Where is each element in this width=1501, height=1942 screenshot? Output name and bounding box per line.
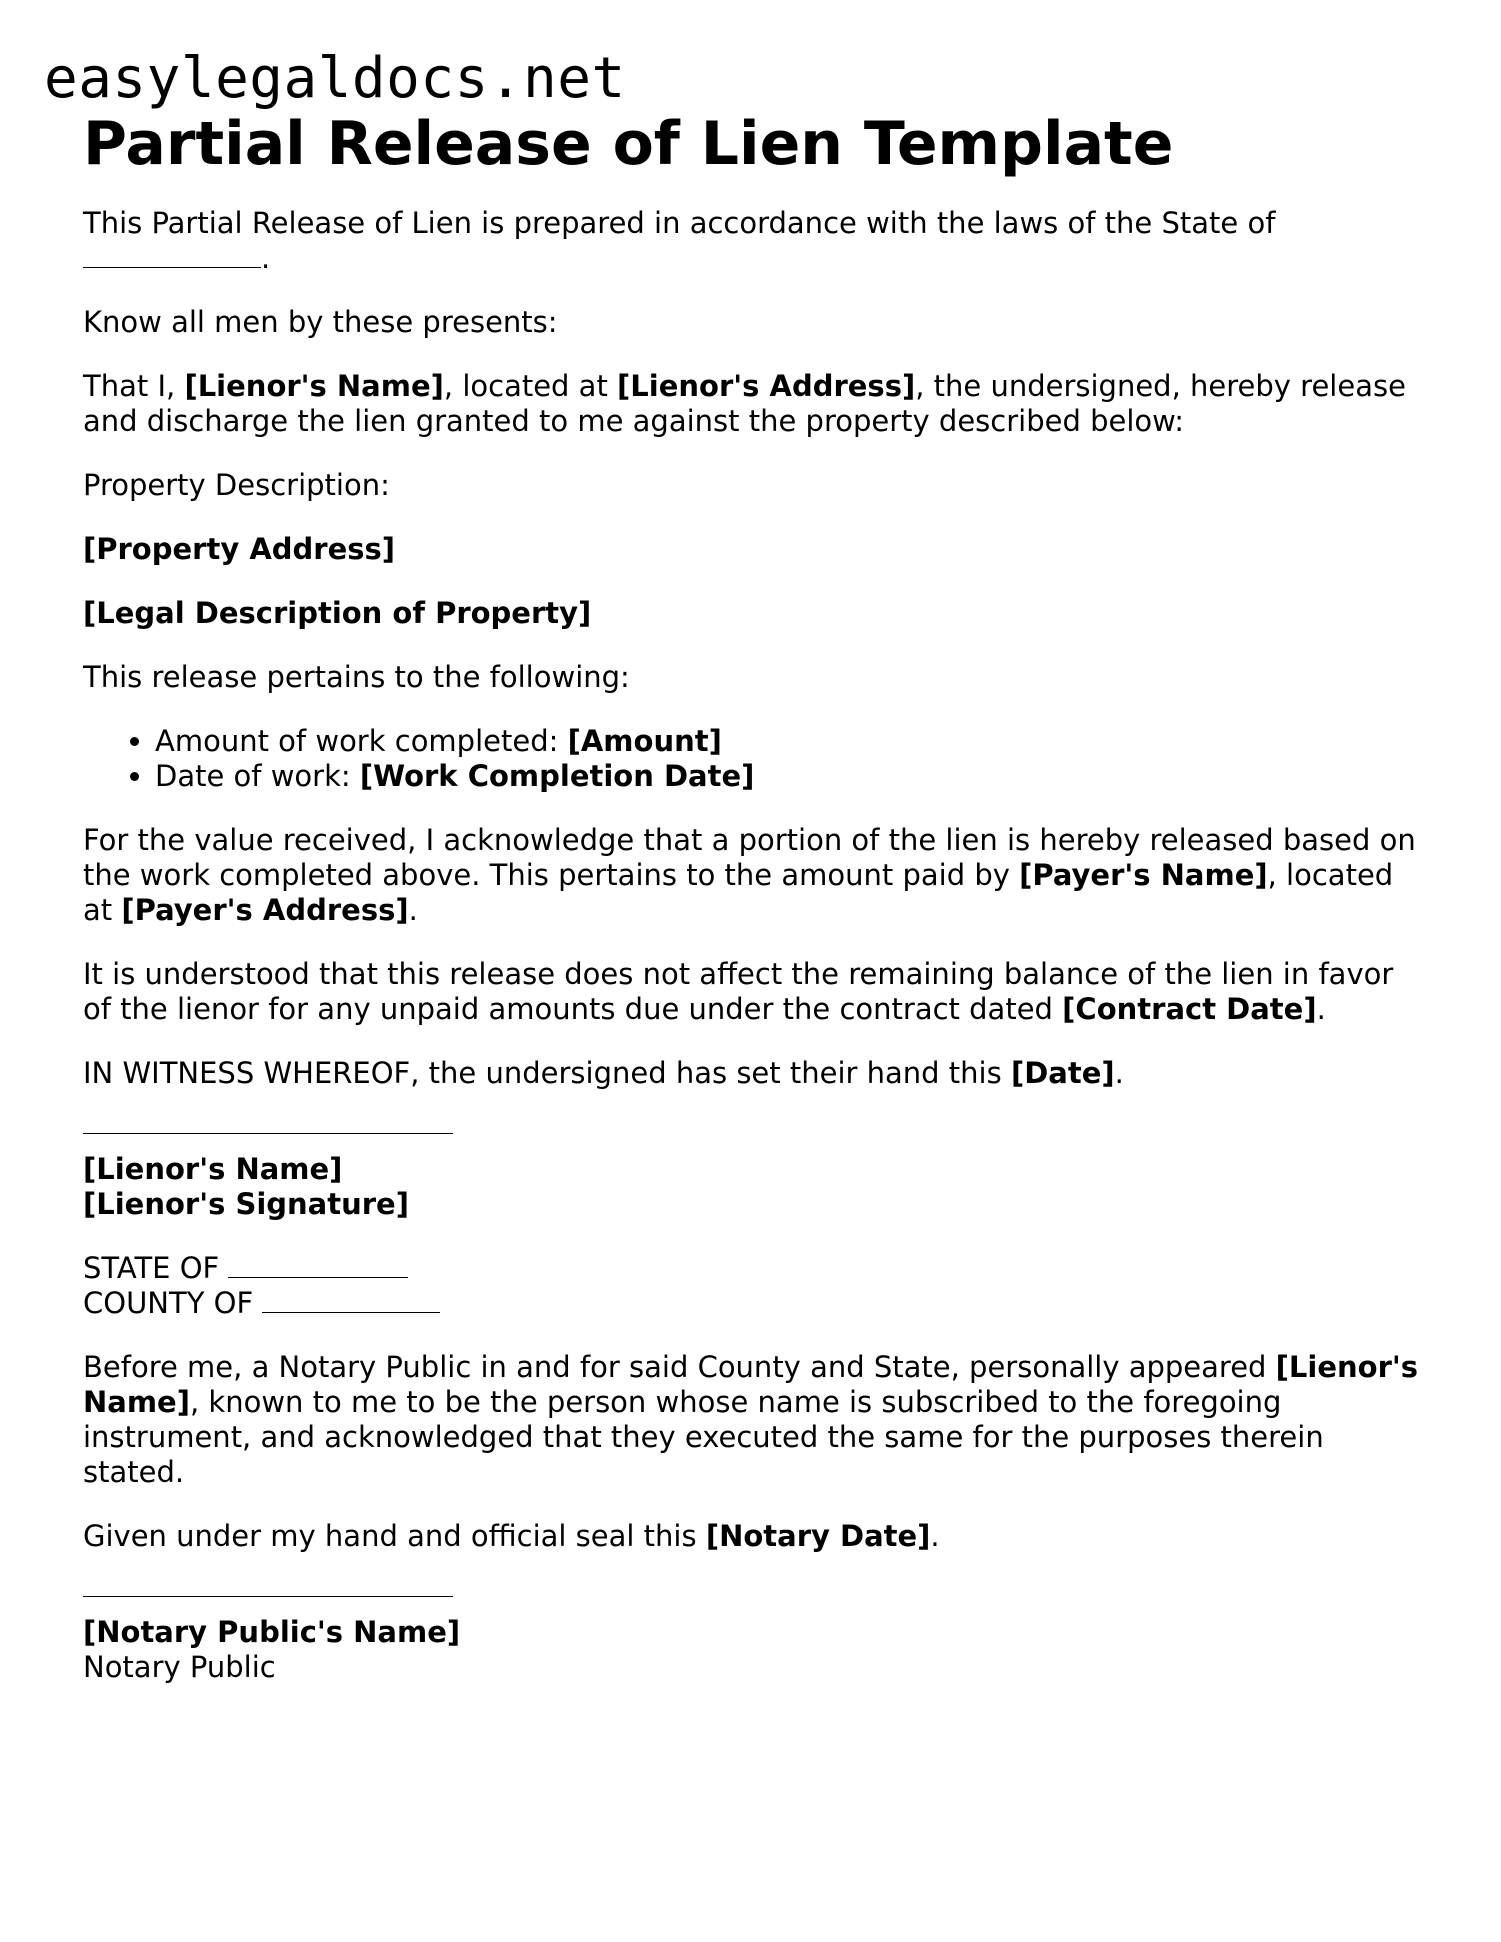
notary-title: Notary Public <box>83 1650 276 1684</box>
amount-placeholder: [Amount] <box>567 724 722 758</box>
notary-signature-block <box>83 1615 1423 1685</box>
property-address-placeholder: [Property Address] <box>83 532 396 566</box>
notary-signature-line <box>83 1596 453 1597</box>
county-blank <box>262 1312 440 1313</box>
notary-paragraph: Before me, a Notary Public in and for said County and State, personally appeared [Lienor's Name], known to me to be the person whose name is subscribed to the foregoing instrument, and acknowledged that they executed the same for the purposes therein stated. <box>83 1350 1419 1489</box>
pertains-paragraph: This release pertains to the following: <box>83 660 630 694</box>
list-item: • Amount of work completed: [Amount] <box>155 724 1423 759</box>
state-law-blank <box>83 267 261 268</box>
date-placeholder: [Date] <box>1010 1056 1115 1090</box>
lienor-address-placeholder: [Lienor's Address] <box>617 369 916 403</box>
release-items-list <box>83 724 1423 794</box>
lienor-name-placeholder: [Lienor's Name] <box>184 369 444 403</box>
document-body <box>83 108 1423 1714</box>
property-description-label: Property Description: <box>83 468 390 502</box>
state-blank <box>228 1277 408 1278</box>
list-item: • Date of work: [Work Completion Date] <box>155 759 1423 794</box>
notary-name-placeholder: [Notary Public's Name] <box>83 1615 461 1649</box>
contract-date-placeholder: [Contract Date] <box>1062 992 1317 1026</box>
given-paragraph: Given under my hand and official seal this [Notary Date]. <box>83 1519 940 1553</box>
document-title: Partial Release of Lien Template <box>83 109 1174 179</box>
know-all-paragraph: Know all men by these presents: <box>83 305 558 339</box>
state-of-label: STATE OF <box>83 1251 229 1285</box>
release-text-2: , located at <box>443 369 618 403</box>
work-date-placeholder: [Work Completion Date] <box>359 759 755 793</box>
county-of-label: COUNTY OF <box>83 1286 263 1320</box>
lienor-name-placeholder: [Lienor's Name] <box>83 1350 1419 1419</box>
legal-description-placeholder: [Legal Description of Property] <box>83 596 592 630</box>
lienor-name-placeholder: [Lienor's Name] <box>83 1152 343 1186</box>
release-text-1: That I, <box>83 369 185 403</box>
lienor-signature-line <box>83 1133 453 1134</box>
release-text-3: , the undersigned, hereby release and discharge the lien granted to me against the property described below: <box>83 369 1406 438</box>
notary-date-placeholder: [Notary Date] <box>705 1519 931 1553</box>
watermark-text: easylegaldocs.net <box>44 46 626 111</box>
release-paragraph <box>83 369 1423 439</box>
understood-paragraph: It is understood that this release does not affect the remaining balance of the lien in favor of the lienor for any unpaid amounts due under the contract dated [Contract Date]. <box>83 957 1394 1026</box>
intro-text: This Partial Release of Lien is prepared in accordance with the laws of the State of <box>83 206 1276 240</box>
intro-paragraph <box>83 206 1423 276</box>
lienor-signature-block <box>83 1152 1423 1222</box>
witness-paragraph: IN WITNESS WHEREOF, the undersigned has set their hand this [Date]. <box>83 1056 1124 1090</box>
payer-name-placeholder: [Payer's Name] <box>1019 858 1268 892</box>
payer-address-placeholder: [Payer's Address] <box>121 893 409 927</box>
lienor-signature-placeholder: [Lienor's Signature] <box>83 1187 409 1221</box>
intro-end: . <box>261 241 271 275</box>
value-received-paragraph: For the value received, I acknowledge that a portion of the lien is hereby released based on the work completed above. This pertains to the amount paid by [Payer's Name], located at [Payer's Address]. <box>83 823 1416 927</box>
venue-block <box>83 1251 1423 1321</box>
